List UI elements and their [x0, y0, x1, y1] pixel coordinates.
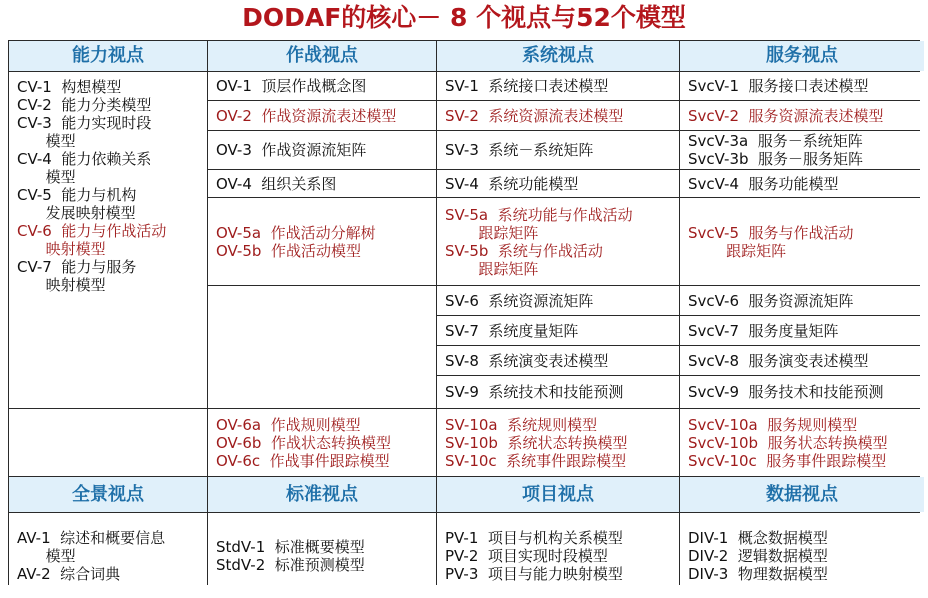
- stdv-1: StdV-1 标准概要模型: [216, 537, 365, 556]
- ov-4: OV-4 组织关系图: [208, 170, 436, 197]
- header-stdv: 标准视点: [208, 477, 436, 512]
- sv-9: SV-9 系统技术和技能预测: [437, 376, 679, 408]
- sv-10a: SV-10a 系统规则模型: [445, 415, 598, 434]
- cv-item: CV-7 能力与服务: [17, 258, 137, 276]
- sv-5a-line2: 跟踪矩阵: [445, 223, 539, 242]
- page-title: DODAF的核心－ 8 个视点与52个模型: [242, 3, 686, 32]
- svcv-5-line1: SvcV-5 服务与作战活动: [688, 223, 854, 242]
- sv-6: SV-6 系统资源流矩阵: [437, 286, 679, 315]
- stdv-2: StdV-2 标准预测模型: [216, 555, 365, 574]
- ov-5: [208, 198, 436, 285]
- cv-item: 映射模型: [17, 240, 106, 258]
- ov-3: OV-3 作战资源流矩阵: [208, 131, 436, 169]
- pv-2: PV-2 项目实现时段模型: [445, 546, 608, 565]
- header-av: 全景视点: [9, 477, 207, 512]
- sv-5a-line1: SV-5a 系统功能与作战活动: [445, 205, 633, 224]
- svcv-2: SvcV-2 服务资源流表述模型: [680, 101, 924, 130]
- sv-2: SV-2 系统资源流表述模型: [437, 101, 679, 130]
- header-pv: 项目视点: [437, 477, 679, 512]
- sv-8: SV-8 系统演变表述模型: [437, 346, 679, 375]
- ov-6a: OV-6a 作战规则模型: [216, 415, 361, 434]
- svcv-3a: SvcV-3a 服务－系统矩阵: [688, 132, 863, 150]
- div-models: [680, 513, 924, 598]
- svcv-1: SvcV-1 服务接口表述模型: [680, 72, 924, 100]
- div-2: DIV-2 逻辑数据模型: [688, 546, 828, 565]
- svcv-4: SvcV-4 服务功能模型: [680, 170, 924, 197]
- cv-models-cell: [9, 72, 207, 408]
- cv-item: CV-6 能力与作战活动: [17, 222, 167, 240]
- sv-5b-line1: SV-5b 系统与作战活动: [445, 241, 603, 260]
- ov-6c: OV-6c 作战事件跟踪模型: [216, 451, 390, 470]
- cv-item: 映射模型: [17, 276, 106, 294]
- sv-3: SV-3 系统－系统矩阵: [437, 131, 679, 169]
- sv-10b: SV-10b 系统状态转换模型: [445, 433, 628, 452]
- stdv-models: [208, 513, 436, 598]
- cv-item: CV-3 能力实现时段: [17, 114, 152, 132]
- av-2: AV-2 综合词典: [17, 564, 121, 583]
- ov-6b: OV-6b 作战状态转换模型: [216, 433, 391, 452]
- svcv-9: SvcV-9 服务技术和技能预测: [680, 376, 924, 408]
- av-1-line2: 模型: [17, 546, 76, 565]
- svcv-5-line2: 跟踪矩阵: [688, 241, 787, 260]
- header-sv: 系统视点: [437, 41, 679, 71]
- svcv-6: SvcV-6 服务资源流矩阵: [680, 286, 924, 315]
- svcv-10: [680, 409, 924, 476]
- svcv-8: SvcV-8 服务演变表述模型: [680, 346, 924, 375]
- ov-1: OV-1 顶层作战概念图: [208, 72, 436, 100]
- cv-item: CV-5 能力与机构: [17, 186, 137, 204]
- svcv-3: [680, 131, 924, 169]
- sv-1: SV-1 系统接口表述模型: [437, 72, 679, 100]
- pv-models: [437, 513, 679, 598]
- sv-5: [437, 198, 679, 285]
- ov-5a: OV-5a 作战活动分解树: [216, 223, 376, 242]
- av-1-line1: AV-1 综述和概要信息: [17, 528, 166, 547]
- cv-item: CV-2 能力分类模型: [17, 96, 152, 114]
- av-models: [9, 513, 207, 598]
- div-1: DIV-1 概念数据模型: [688, 528, 828, 547]
- ov-6: [208, 409, 436, 476]
- header-div: 数据视点: [680, 477, 924, 512]
- ov-2: OV-2 作战资源流表述模型: [208, 101, 436, 130]
- sv-5b-line2: 跟踪矩阵: [445, 259, 539, 278]
- cv-item: CV-1 构想模型: [17, 78, 122, 96]
- svcv-10c: SvcV-10c 服务事件跟踪模型: [688, 451, 887, 470]
- cv-item: 模型: [17, 132, 76, 150]
- svcv-7: SvcV-7 服务度量矩阵: [680, 316, 924, 345]
- pv-3: PV-3 项目与能力映射模型: [445, 564, 623, 583]
- cv-item: 发展映射模型: [17, 204, 136, 222]
- viewpoint-table: [8, 40, 920, 585]
- ov-empty-cell: [208, 286, 436, 408]
- cv-item: CV-4 能力依赖关系: [17, 150, 152, 168]
- svcv-5: [680, 198, 924, 285]
- sv-4: SV-4 系统功能模型: [437, 170, 679, 197]
- header-ov: 作战视点: [208, 41, 436, 71]
- sv-10: [437, 409, 679, 476]
- svcv-10a: SvcV-10a 服务规则模型: [688, 415, 858, 434]
- header-cv: 能力视点: [9, 41, 207, 71]
- svcv-3b: SvcV-3b 服务－服务矩阵: [688, 150, 864, 168]
- svcv-10b: SvcV-10b 服务状态转换模型: [688, 433, 888, 452]
- cv-empty-cell: [9, 409, 207, 476]
- header-svcv: 服务视点: [680, 41, 924, 71]
- cv-item: 模型: [17, 168, 76, 186]
- ov-5b: OV-5b 作战活动模型: [216, 241, 361, 260]
- div-3: DIV-3 物理数据模型: [688, 564, 828, 583]
- sv-10c: SV-10c 系统事件跟踪模型: [445, 451, 627, 470]
- pv-1: PV-1 项目与机构关系模型: [445, 528, 623, 547]
- sv-7: SV-7 系统度量矩阵: [437, 316, 679, 345]
